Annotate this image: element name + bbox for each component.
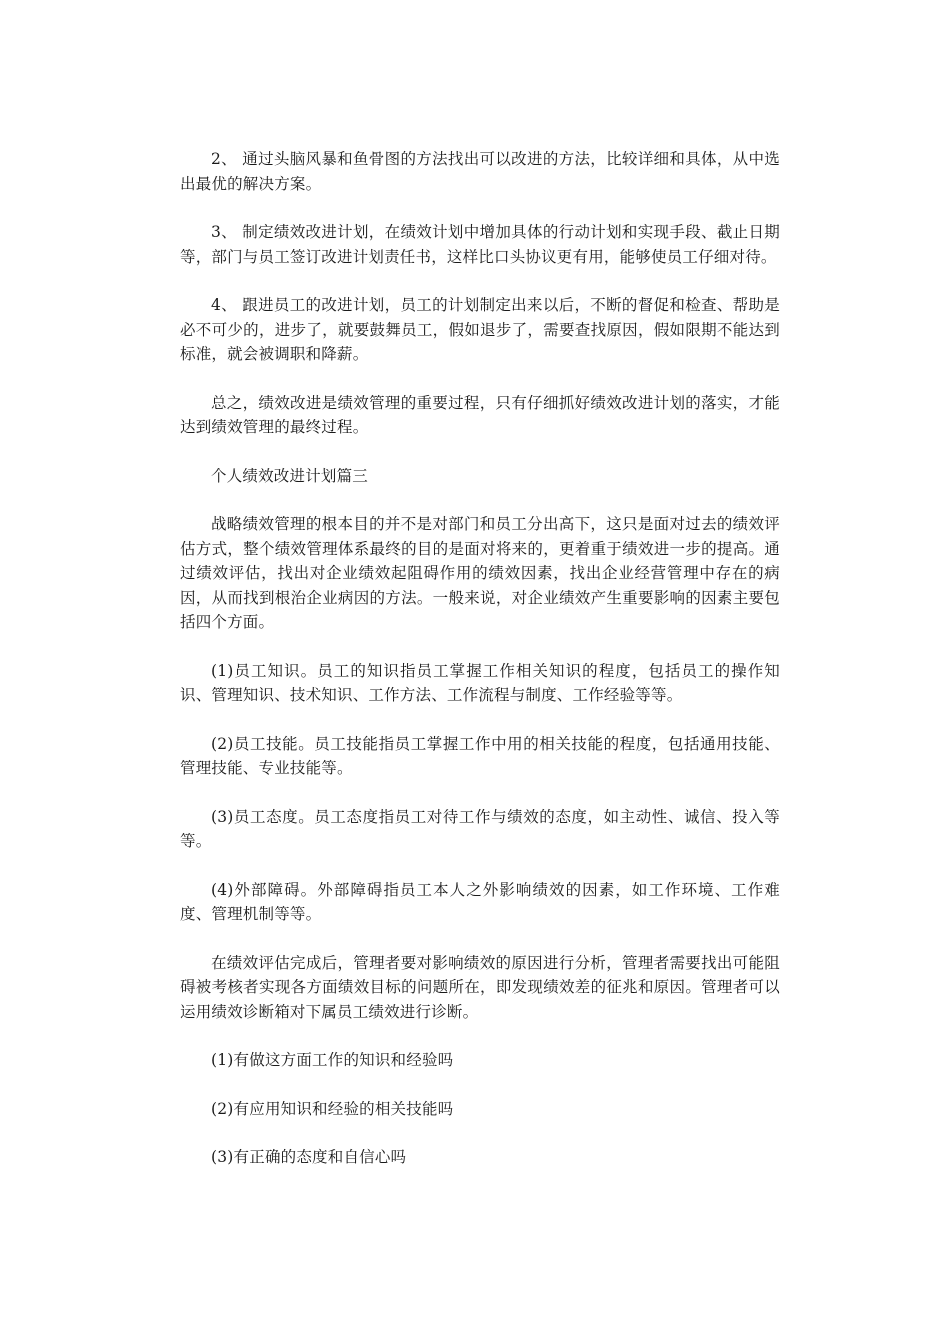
step-4-paragraph: 4、 跟进员工的改进计划，员工的计划制定出来以后，不断的督促和检查、帮助是必不可少的，进步了，就要鼓舞员工，假如退步了，需要查找原因，假如限期不能达到标准，就会被调职和降薪。 bbox=[180, 296, 780, 363]
step-3-paragraph: 3、 制定绩效改进计划，在绩效计划中增加具体的行动计划和实现手段、截止日期等，部门与员工签订改进计划责任书，这样比口头协议更有用，能够使员工仔细对待。 bbox=[180, 223, 780, 266]
diagnosis-paragraph: 在绩效评估完成后，管理者要对影响绩效的原因进行分析，管理者需要找出可能阻碍被考核者实现各方面绩效目标的问题所在，即发现绩效差的征兆和原因。管理者可以运用绩效诊断箱对下属员工绩效进行诊断。 bbox=[180, 953, 780, 1021]
strategy-paragraph: 战略绩效管理的根本目的并不是对部门和员工分出高下，这只是面对过去的绩效评估方式，整个绩效管理体系最终的目的是面对将来的，更着重于绩效进一步的提高。通过绩效评估，找出对企业绩效起阻碍作用的绩效因素，找出企业经营管理中存在的病因，从而找到根治企业病因的方法。一般来说，对企业绩效产生重要影响的因素主要包括四个方面。 bbox=[180, 515, 780, 631]
step-2-paragraph: 2、 通过头脑风暴和鱼骨图的方法找出可以改进的方法，比较详细和具体，从中选出最优的解决方案。 bbox=[180, 150, 780, 193]
factor-skill-paragraph: (2)员工技能。员工技能指员工掌握工作中用的相关技能的程度，包括通用技能、管理技能、专业技能等。 bbox=[180, 734, 780, 777]
check-item-3: (3)有正确的态度和自信心吗 bbox=[211, 1148, 407, 1166]
section-heading: 个人绩效改进计划篇三 bbox=[211, 466, 369, 485]
factor-knowledge-paragraph: (1)员工知识。员工的知识指员工掌握工作相关知识的程度，包括员工的操作知识、管理知识、技术知识、工作方法、工作流程与制度、工作经验等等。 bbox=[180, 661, 780, 704]
check-item-1: (1)有做这方面工作的知识和经验吗 bbox=[211, 1051, 454, 1069]
check-item-2: (2)有应用知识和经验的相关技能吗 bbox=[211, 1099, 454, 1118]
summary-paragraph: 总之，绩效改进是绩效管理的重要过程，只有仔细抓好绩效改进计划的落实，才能达到绩效管理的最终过程。 bbox=[180, 393, 780, 436]
factor-attitude-paragraph: (3)员工态度。员工态度指员工对待工作与绩效的态度，如主动性、诚信、投入等等。 bbox=[180, 807, 780, 850]
factor-obstacle-paragraph: (4)外部障碍。外部障碍指员工本人之外影响绩效的因素，如工作环境、工作难度、管理机制等等。 bbox=[180, 880, 780, 923]
document-page bbox=[180, 147, 780, 1194]
